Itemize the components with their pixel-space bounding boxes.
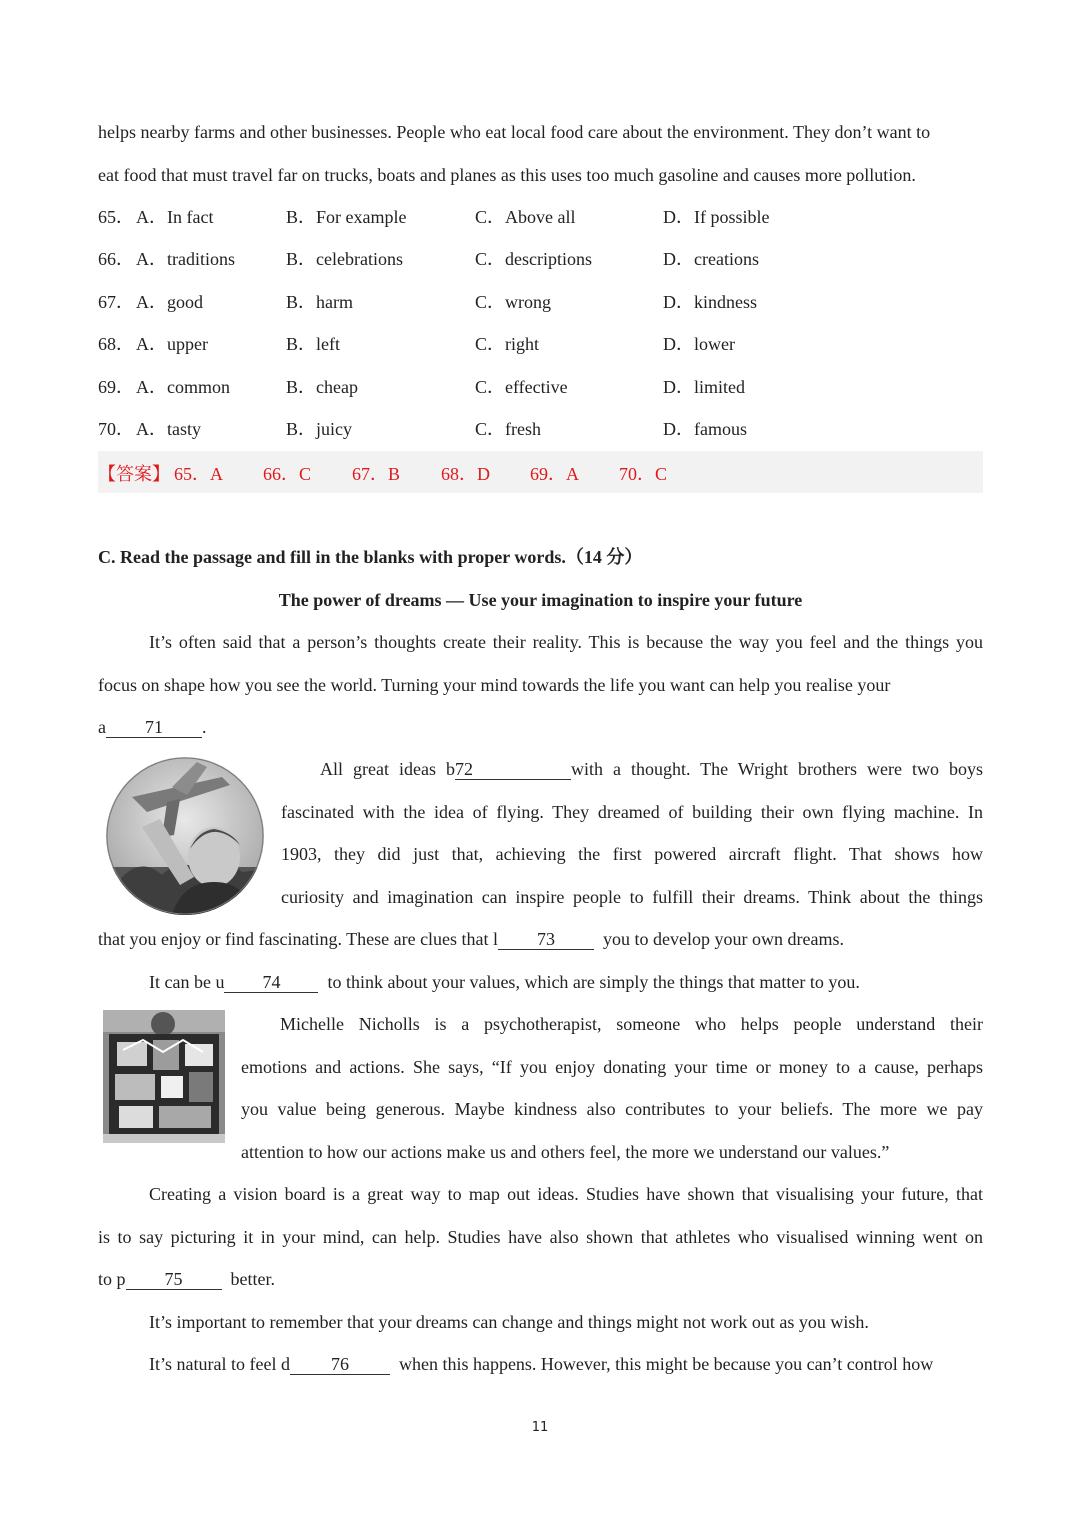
option-a: A．In fact <box>136 207 214 227</box>
option-c: C．descriptions <box>475 249 592 269</box>
answer-item: 70．C <box>619 464 668 484</box>
intro-line-1: helps nearby farms and other businesses. People who eat local food care about the environment. They don’t want to <box>98 122 931 142</box>
question-number: 68． <box>98 334 134 354</box>
intro-line-2: eat food that must travel far on trucks, boats and planes as this uses too much gasoline and causes more pollution. <box>98 165 916 185</box>
paragraph-2-line-5 <box>98 927 983 951</box>
option-a: A．common <box>136 377 230 397</box>
option-d: D．limited <box>663 377 745 397</box>
question-number: 70． <box>98 419 134 439</box>
passage-title: The power of dreams — Use your imagination to inspire your future <box>278 590 803 610</box>
answer-item: 69．A <box>530 464 579 484</box>
option-c: C．effective <box>475 377 568 397</box>
option-c: C．wrong <box>475 292 551 312</box>
option-d: D．lower <box>663 334 735 354</box>
option-a: A．traditions <box>136 249 235 269</box>
option-a: A．tasty <box>136 419 201 439</box>
option-d: D．kindness <box>663 292 757 312</box>
text-fragment: you to develop your own dreams. <box>603 929 844 949</box>
option-c: C．right <box>475 334 540 354</box>
answer-item: 68．D <box>441 464 490 484</box>
answer-item: 66．C <box>263 464 312 484</box>
option-d: D．creations <box>663 249 759 269</box>
text-fragment: better. <box>230 1269 275 1289</box>
paragraph-1-line-2: focus on shape how you see the world. Turning your mind towards the life you want can help you realise your <box>98 675 891 695</box>
question-row <box>98 247 983 271</box>
text-fragment: All great ideas b <box>320 759 455 779</box>
option-c: C．Above all <box>475 207 576 227</box>
blank-72[interactable]: 72 <box>455 759 571 780</box>
text-fragment: to think about your values, which are simply the things that matter to you. <box>327 972 860 992</box>
boy-with-toy-plane-photo <box>102 757 268 915</box>
option-c: C．fresh <box>475 419 541 439</box>
option-a: A．good <box>136 292 203 312</box>
text-fragment: . <box>202 717 207 737</box>
paragraph-2-line-2: fascinated with the idea of flying. They dreamed of building their own flying machine. In <box>281 802 983 822</box>
paragraph-5-line-1: Creating a vision board is a great way to map out ideas. Studies have shown that visualising your future, that <box>149 1184 983 1204</box>
question-row <box>98 375 983 399</box>
paragraph-4-line-3: you value being generous. Maybe kindness also contributes to your beliefs. The more we pay <box>241 1099 983 1119</box>
paragraph-4-line-2: emotions and actions. She says, “If you enjoy donating your time or money to a cause, perhaps <box>241 1057 983 1077</box>
section-heading: C. Read the passage and fill in the blanks with proper words.（14 分） <box>98 547 643 567</box>
paragraph-3 <box>98 970 983 994</box>
paragraph-5-line-2: is to say picturing it in your mind, can help. Studies have also shown that athletes who visualised winning went on <box>98 1227 983 1247</box>
vision-board-photo <box>103 1010 225 1143</box>
paragraph-2-line-4: curiosity and imagination can inspire people to fulfill their dreams. Think about the things <box>281 887 983 907</box>
option-b: B．For example <box>286 207 407 227</box>
paragraph-1-line-3 <box>98 715 983 739</box>
blank-71[interactable]: 71 <box>106 717 202 738</box>
question-number: 65． <box>98 207 134 227</box>
blank-75[interactable]: 75 <box>126 1269 222 1290</box>
option-b: B．left <box>286 334 340 354</box>
answer-item: 67．B <box>352 464 401 484</box>
answer-key-bar <box>98 451 983 493</box>
option-b: B．celebrations <box>286 249 403 269</box>
answer-item: 65．A <box>174 464 223 484</box>
option-d: D．If possible <box>663 207 770 227</box>
text-fragment: that you enjoy or find fascinating. These are clues that l <box>98 929 499 949</box>
option-a: A．upper <box>136 334 208 354</box>
option-b: B．cheap <box>286 377 358 397</box>
question-row <box>98 205 983 229</box>
question-row <box>98 417 983 441</box>
question-number: 69． <box>98 377 134 397</box>
paragraph-2-line-1 <box>320 757 983 781</box>
blank-73[interactable]: 73 <box>498 929 594 950</box>
option-d: D．famous <box>663 419 747 439</box>
paragraph-6: It’s important to remember that your dreams can change and things might not work out as you wish. <box>149 1312 869 1332</box>
paragraph-5-line-3 <box>98 1267 983 1291</box>
answer-label: 【答案】 <box>98 464 170 484</box>
blank-74[interactable]: 74 <box>224 972 318 993</box>
paragraph-4-line-4: attention to how our actions make us and others feel, the more we understand our values.” <box>241 1142 890 1162</box>
paragraph-1-line-1: It’s often said that a person’s thoughts create their reality. This is because the way you feel and the things you <box>149 632 983 652</box>
text-fragment: with a thought. The Wright brothers were two boys <box>570 759 983 779</box>
option-b: B．juicy <box>286 419 352 439</box>
blank-76[interactable]: 76 <box>290 1354 390 1375</box>
text-fragment: It’s natural to feel d <box>149 1354 290 1374</box>
text-fragment: a <box>98 717 106 737</box>
question-row <box>98 332 983 356</box>
text-fragment: when this happens. However, this might be because you can’t control how <box>398 1354 934 1374</box>
question-number: 66． <box>98 249 134 269</box>
question-row <box>98 290 983 314</box>
question-number: 67． <box>98 292 134 312</box>
text-fragment: It can be u <box>149 972 225 992</box>
page-number: 11 <box>531 1420 549 1435</box>
option-b: B．harm <box>286 292 353 312</box>
paragraph-7 <box>98 1352 983 1376</box>
paragraph-2-line-3: 1903, they did just that, achieving the first powered aircraft flight. That shows how <box>281 844 983 864</box>
paragraph-4-line-1: Michelle Nicholls is a psychotherapist, someone who helps people understand their <box>280 1014 983 1034</box>
text-fragment: to p <box>98 1269 126 1289</box>
